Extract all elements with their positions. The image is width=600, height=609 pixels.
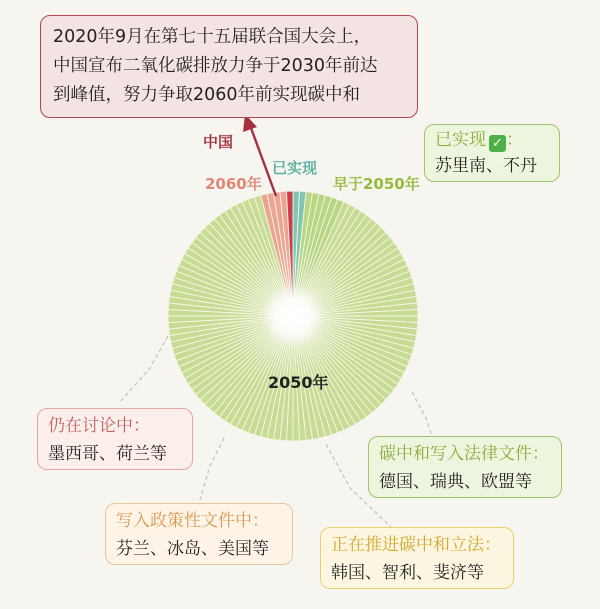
leader-line-discussing <box>120 336 168 402</box>
achieved-title-colon: ： <box>506 130 523 150</box>
leader-line-policy <box>200 438 224 500</box>
policy-box-countries: 芬兰、冰岛、美国等 <box>116 539 269 559</box>
achieved-title-text: 已实现 <box>435 130 486 150</box>
achieved-box <box>424 124 560 182</box>
achieved-box-countries: 苏里南、不丹 <box>435 156 537 176</box>
achieved-box-title <box>435 127 549 153</box>
note-line-1: 2020年9月在第七十五届联合国大会上， <box>53 27 372 47</box>
check-icon: ✓ <box>489 135 506 152</box>
discussing-box-title: 仍在讨论中： <box>48 416 150 436</box>
label-china: 中国 <box>203 133 234 151</box>
law-box-title: 碳中和写入法律文件： <box>379 444 549 464</box>
label-2050: 2050年 <box>268 373 329 392</box>
policy-box <box>105 503 293 565</box>
leader-line-law <box>412 392 432 436</box>
china-announcement-note <box>40 15 418 118</box>
legislating-box-countries: 韩国、智利、斐济等 <box>331 563 484 583</box>
label-early-2050: 早于2050年 <box>333 175 420 193</box>
discussing-box-countries: 墨西哥、荷兰等 <box>48 444 167 464</box>
legislating-box <box>320 527 514 589</box>
legislating-box-title: 正在推进碳中和立法： <box>331 535 501 555</box>
note-line-3: 到峰值，努力争取2060年前实现碳中和 <box>53 85 361 105</box>
law-box-countries: 德国、瑞典、欧盟等 <box>379 472 532 492</box>
law-box <box>368 436 562 498</box>
label-achieved: 已实现 <box>272 159 318 177</box>
policy-box-title: 写入政策性文件中： <box>116 511 269 531</box>
pie-center-glow <box>223 246 363 386</box>
label-2060: 2060年 <box>205 175 262 193</box>
discussing-box <box>37 408 193 470</box>
note-line-2: 中国宣布二氧化碳排放力争于2030年前达 <box>53 56 378 76</box>
